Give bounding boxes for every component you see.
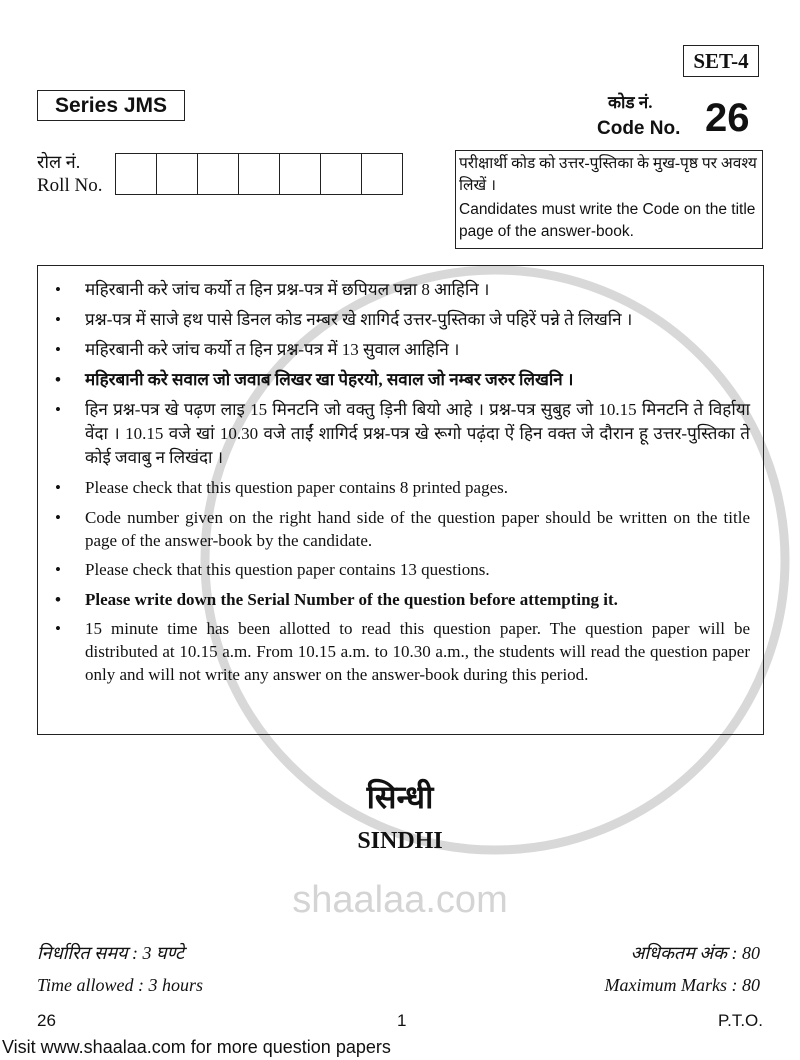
roll-label-hi: रोल नं. xyxy=(37,152,81,172)
instruction-item: • 15 minute time has been allotted to read this question paper. The question paper will be distributed at 10.15 a.m. From 10.15 a.m. to 10.30 a.m., the students will read the question paper only and will not write any answer on the answer-book during this period. xyxy=(85,617,750,686)
candidate-note-hi: परीक्षार्थी कोड को उत्तर-पुस्तिका के मुख-पृष्ठ पर अवश्य लिखें । xyxy=(459,155,757,194)
roll-digit-box[interactable] xyxy=(157,154,198,194)
series-label: Series JMS xyxy=(37,90,185,121)
instruction-item: • Please write down the Serial Number of the question before attempting it. xyxy=(85,588,750,611)
page-number: 1 xyxy=(397,1011,407,1030)
roll-number-boxes[interactable] xyxy=(115,153,403,195)
roll-digit-box[interactable] xyxy=(198,154,239,194)
instructions-box xyxy=(37,265,764,735)
roll-label-en: Roll No. xyxy=(37,175,103,196)
roll-digit-box[interactable] xyxy=(239,154,280,194)
time-allowed-hi: निर्धारित समय : 3 घण्टे xyxy=(37,943,185,963)
visit-link[interactable]: Visit www.shaalaa.com for more question papers xyxy=(2,1037,391,1057)
candidate-note xyxy=(455,150,763,249)
watermark-text: shaalaa.com xyxy=(292,879,508,921)
code-number: 26 xyxy=(705,96,750,140)
instruction-item: • प्रश्न-पत्र में साजे हथ पासे डिनल कोड नम्बर खे शागिर्द उत्तर-पुस्तिका जे पहिरें पन्ने ते लिखनि । xyxy=(85,308,750,332)
instruction-item: • महिरबानी करे सवाल जो जवाब लिखर खा पेहरयो, सवाल जो नम्बर जरुर लिखनि । xyxy=(85,368,750,392)
time-allowed-en: Time allowed : 3 hours xyxy=(37,975,204,995)
set-label: SET-4 xyxy=(683,45,759,77)
page-footer xyxy=(37,1011,763,1033)
code-label-hi: कोड नं. xyxy=(608,93,653,112)
roll-digit-box[interactable] xyxy=(362,154,402,194)
roll-digit-box[interactable] xyxy=(116,154,157,194)
max-marks-hi: अधिकतम अंक : 80 xyxy=(630,943,760,963)
instruction-item: • Please check that this question paper contains 13 questions. xyxy=(85,558,750,582)
roll-digit-box[interactable] xyxy=(280,154,321,194)
instruction-item: • महिरबानी करे जांच कर्यो त हिन प्रश्न-पत्र में छपियल पन्ना 8 आहिनि । xyxy=(85,278,750,302)
candidate-note-en: Candidates must write the Code on the title page of the answer-book. xyxy=(459,201,756,240)
code-label-en: Code No. xyxy=(597,118,681,139)
instruction-item: • Code number given on the right hand side of the question paper should be written on the title page of the answer-book by the candidate. xyxy=(85,506,750,552)
subject-title-hi: सिन्धी xyxy=(366,779,434,815)
max-marks-en: Maximum Marks : 80 xyxy=(604,975,760,995)
roll-digit-box[interactable] xyxy=(321,154,362,194)
instruction-item: • हिन प्रश्न-पत्र खे पढ़ण लाइ 15 मिनटनि जो वक्तु ड़िनी बियो आहे । प्रश्न-पत्र सुबुह जो 10.15 मिनटनि ते विर्हाया वेंदा । 10.15 वजे खां 10.30 वजे ताईं शागिर्द प्रश्न-पत्र खे रूगो पढ़ंदा ऐं हिन वक्त जे दौरान हू उत्तर-पुस्तिका ते कोई जवाबु न लिखंदा । xyxy=(85,398,750,470)
instruction-item: • महिरबानी करे जांच कर्यो त हिन प्रश्न-पत्र में 13 सुवाल आहिनि । xyxy=(85,338,750,362)
instruction-item: • Please check that this question paper contains 8 printed pages. xyxy=(85,476,750,500)
footer-code: 26 xyxy=(37,1011,56,1030)
pto-label: P.T.O. xyxy=(717,1011,763,1030)
subject-title-en: SINDHI xyxy=(357,828,443,854)
